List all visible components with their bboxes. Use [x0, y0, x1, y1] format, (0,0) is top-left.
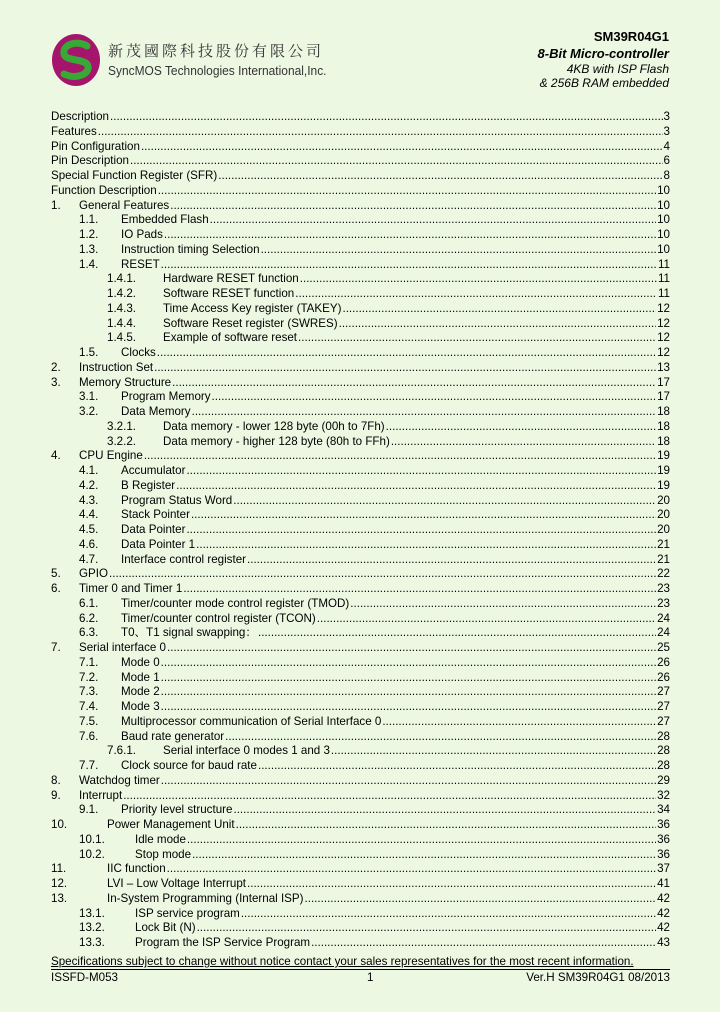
toc-entry-title: Clocks: [121, 346, 156, 359]
toc-entry-number: 7.3.: [79, 685, 99, 699]
toc-entry-title: B Register: [121, 478, 176, 492]
toc-entry-page: 26: [657, 655, 670, 669]
toc-dot-leader: [339, 317, 656, 332]
toc-dot-leader: [197, 921, 657, 936]
toc-dot-leader: [157, 346, 656, 361]
toc-entry-title: In-System Programming (Internal ISP): [107, 891, 304, 905]
toc-entry-title: Data Memory: [121, 405, 191, 418]
toc-entry[interactable]: [51, 715, 670, 730]
toc-entry-page: 11: [657, 272, 670, 286]
toc-entry[interactable]: [51, 154, 670, 169]
toc-entry-title: Description: [51, 110, 109, 123]
toc-entry-number: 1.4.4.: [107, 316, 137, 330]
toc-dot-leader: [98, 125, 663, 140]
toc-entry[interactable]: [51, 508, 670, 523]
toc-entry-page: 19: [657, 464, 670, 477]
toc-entry-title: Pin Configuration: [51, 139, 140, 153]
toc-dot-leader: [258, 626, 656, 641]
toc-entry-number: 1.: [51, 198, 61, 212]
toc-entry-page: 36: [657, 818, 670, 831]
toc-entry-title: Special Function Register (SFR): [51, 169, 218, 182]
toc-dot-leader: [218, 169, 662, 184]
toc-entry-number: 8.: [51, 773, 61, 787]
toc-dot-leader: [161, 671, 656, 686]
toc-entry[interactable]: [51, 597, 670, 612]
toc-entry-page: 19: [657, 449, 670, 463]
toc-entry-title: RESET: [121, 257, 160, 271]
toc-dot-leader: [172, 376, 656, 391]
toc-entry-title: Features: [51, 124, 97, 138]
document-id: ISSFD-M053: [51, 971, 119, 984]
toc-entry[interactable]: [51, 140, 670, 155]
toc-entry-title: Timer 0 and Timer 1: [79, 582, 183, 595]
toc-entry-page: 37: [657, 862, 670, 876]
toc-entry-number: 6.1.: [79, 596, 99, 610]
toc-entry[interactable]: [51, 685, 670, 700]
toc-entry[interactable]: [51, 862, 670, 877]
toc-entry-number: 7.5.: [79, 714, 99, 728]
toc-entry-number: 3.: [51, 375, 61, 389]
toc-dot-leader: [295, 287, 657, 302]
toc-entry-page: 11: [657, 287, 670, 300]
toc-dot-leader: [300, 272, 657, 287]
toc-entry-page: 25: [657, 641, 670, 654]
toc-entry-title: Data Pointer: [121, 523, 186, 536]
toc-dot-leader: [187, 833, 656, 848]
toc-entry-page: 26: [657, 670, 670, 684]
toc-entry-title: Priority level structure: [121, 803, 233, 817]
toc-entry-number: 4.1.: [79, 464, 99, 477]
toc-entry[interactable]: [51, 494, 670, 509]
toc-entry-page: 10: [657, 228, 670, 241]
toc-entry-number: 1.3.: [79, 242, 99, 256]
toc-entry-page: 12: [657, 316, 670, 330]
toc-entry-page: 12: [657, 301, 670, 315]
model-number: SM39R04G1: [593, 29, 669, 44]
toc-entry-page: 20: [657, 508, 670, 522]
toc-entry-page: 34: [657, 803, 670, 817]
toc-entry-title: Stop mode: [135, 847, 192, 861]
toc-entry-number: 6.3.: [79, 626, 99, 640]
toc-entry-page: 23: [657, 596, 670, 610]
toc-entry-title: Power Management Unit: [107, 818, 235, 831]
toc-dot-leader: [164, 228, 656, 243]
toc-entry-number: 1.4.3.: [107, 301, 137, 315]
toc-entry-number: 5.: [51, 567, 61, 581]
toc-dot-leader: [186, 523, 656, 538]
toc-dot-leader: [311, 936, 656, 951]
toc-entry-title: Hardware RESET function: [163, 272, 299, 286]
toc-entry-title: Interrupt: [79, 788, 123, 802]
toc-entry[interactable]: [51, 376, 670, 391]
toc-dot-leader: [382, 715, 656, 730]
toc-entry-page: 17: [657, 375, 670, 389]
toc-entry-number: 7.6.1.: [107, 744, 137, 758]
toc-entry-title: Serial interface 0: [79, 641, 166, 654]
toc-entry[interactable]: [51, 803, 670, 818]
flash-spec: 4KB with ISP Flash: [566, 62, 669, 76]
toc-entry-page: 20: [657, 523, 670, 536]
toc-dot-leader: [161, 656, 656, 671]
toc-entry-number: 6.2.: [79, 611, 99, 625]
toc-entry-page: 21: [657, 552, 670, 566]
toc-entry[interactable]: [51, 656, 670, 671]
toc-entry[interactable]: [51, 287, 670, 302]
toc-entry-title: Data Pointer 1: [121, 537, 196, 551]
toc-entry[interactable]: [51, 317, 670, 332]
toc-entry-number: 3.1.: [79, 390, 99, 404]
toc-entry-page: 29: [657, 773, 670, 787]
toc-entry-number: 4.: [51, 449, 61, 463]
toc-dot-leader: [110, 110, 663, 125]
toc-entry[interactable]: [51, 213, 670, 228]
toc-entry-page: 28: [657, 759, 670, 772]
toc-entry[interactable]: [51, 420, 670, 435]
toc-entry[interactable]: [51, 184, 670, 199]
toc-entry-page: 10: [657, 242, 670, 256]
toc-entry[interactable]: [51, 272, 670, 287]
toc-entry-page: 36: [657, 847, 670, 861]
toc-dot-leader: [241, 907, 656, 922]
toc-entry-number: 7.: [51, 641, 61, 654]
toc-entry-title: Program Memory: [121, 390, 211, 404]
toc-entry-number: 3.2.2.: [107, 434, 137, 448]
toc-dot-leader: [298, 331, 656, 346]
toc-entry-page: 12: [657, 346, 670, 359]
toc-entry-page: 18: [657, 434, 670, 448]
toc-dot-leader: [130, 154, 663, 169]
toc-entry-page: 20: [657, 493, 670, 507]
toc-entry-title: General Features: [79, 198, 170, 212]
toc-entry[interactable]: [51, 730, 670, 745]
toc-entry[interactable]: [51, 774, 670, 789]
toc-dot-leader: [141, 140, 663, 155]
toc-entry[interactable]: [51, 346, 670, 361]
toc-entry-title: Serial interface 0 modes 1 and 3: [163, 744, 330, 758]
toc-dot-leader: [170, 199, 656, 214]
toc-dot-leader: [391, 435, 656, 450]
toc-entry[interactable]: [51, 907, 670, 922]
toc-entry-number: 1.2.: [79, 228, 99, 241]
toc-dot-leader: [176, 479, 656, 494]
toc-entry-number: 3.2.1.: [107, 419, 137, 433]
company-name-english: SyncMOS Technologies International,Inc.: [108, 63, 327, 78]
toc-dot-leader: [186, 464, 656, 479]
toc-entry-page: 27: [657, 700, 670, 713]
toc-entry-number: 7.2.: [79, 670, 99, 684]
toc-dot-leader: [210, 213, 656, 228]
toc-entry[interactable]: [51, 848, 670, 863]
toc-entry-title: Baud rate generator: [121, 729, 225, 743]
toc-entry-number: 1.4.1.: [107, 272, 137, 286]
toc-dot-leader: [161, 774, 656, 789]
toc-entry-number: 13.1.: [79, 906, 105, 920]
toc-entry-number: 1.5.: [79, 346, 99, 359]
toc-entry-number: 4.7.: [79, 552, 99, 566]
toc-entry[interactable]: [51, 789, 670, 804]
toc-entry[interactable]: [51, 626, 670, 641]
toc-entry-number: 9.1.: [79, 803, 99, 817]
product-subtitle: 8-Bit Micro-controller: [537, 46, 669, 61]
toc-entry-title: Lock Bit (N): [135, 921, 196, 935]
toc-entry-number: 4.4.: [79, 508, 99, 522]
toc-entry-number: 4.5.: [79, 523, 99, 536]
toc-entry-title: Pin Description: [51, 154, 129, 168]
toc-entry-number: 4.6.: [79, 537, 99, 551]
toc-entry-page: 28: [657, 729, 670, 743]
toc-entry-page: 11: [657, 257, 670, 271]
toc-dot-leader: [350, 597, 656, 612]
toc-entry-number: 2.: [51, 360, 61, 374]
toc-entry-number: 4.2.: [79, 478, 99, 492]
toc-entry-title: Instruction timing Selection: [121, 242, 260, 256]
toc-entry[interactable]: [51, 110, 670, 125]
toc-entry-page: 10: [657, 213, 670, 227]
toc-entry[interactable]: [51, 921, 670, 936]
toc-dot-leader: [342, 302, 656, 317]
toc-entry-number: 13.: [51, 891, 68, 905]
toc-dot-leader: [233, 803, 656, 818]
toc-dot-leader: [196, 538, 656, 553]
toc-entry[interactable]: [51, 641, 670, 656]
toc-entry-number: 3.2.: [79, 405, 99, 418]
toc-entry-number: 1.4.: [79, 257, 99, 271]
toc-entry-title: Software RESET function: [163, 287, 295, 300]
toc-entry-number: 13.3.: [79, 936, 105, 949]
toc-entry-title: T0、T1 signal swapping：: [121, 626, 257, 640]
toc-dot-leader: [109, 567, 656, 582]
toc-dot-leader: [161, 700, 656, 715]
toc-dot-leader: [161, 685, 656, 700]
toc-entry-page: 18: [657, 419, 670, 433]
toc-dot-leader: [317, 612, 656, 627]
toc-entry-number: 7.1.: [79, 655, 99, 669]
toc-entry-page: 36: [657, 832, 670, 846]
toc-entry-number: 12.: [51, 877, 68, 890]
toc-dot-leader: [167, 641, 656, 656]
toc-entry[interactable]: [51, 361, 670, 376]
toc-entry[interactable]: [51, 612, 670, 627]
toc-entry[interactable]: [51, 169, 670, 184]
toc-entry-number: 1.4.2.: [107, 287, 137, 300]
toc-entry[interactable]: [51, 582, 670, 597]
toc-entry[interactable]: [51, 818, 670, 833]
ram-spec: & 256B RAM embedded: [539, 76, 669, 90]
toc-entry-page: 24: [657, 611, 670, 625]
toc-entry-page: 27: [657, 685, 670, 699]
toc-dot-leader: [192, 405, 657, 420]
toc-dot-leader: [123, 789, 656, 804]
toc-dot-leader: [386, 420, 656, 435]
page-number: 1: [367, 971, 374, 984]
toc-entry-title: Clock source for baud rate: [121, 759, 257, 772]
toc-entry[interactable]: [51, 700, 670, 715]
toc-entry[interactable]: [51, 302, 670, 317]
toc-entry[interactable]: [51, 553, 670, 568]
toc-entry-page: 4: [663, 139, 670, 153]
company-name-chinese: 新茂國際科技股份有限公司: [108, 42, 325, 60]
toc-dot-leader: [305, 892, 657, 907]
toc-entry[interactable]: [51, 523, 670, 538]
toc-entry-page: 42: [657, 891, 670, 905]
toc-entry-page: 19: [657, 478, 670, 492]
toc-entry-title: Interface control register: [121, 552, 247, 566]
toc-dot-leader: [191, 508, 656, 523]
toc-entry[interactable]: [51, 435, 670, 450]
toc-entry[interactable]: [51, 936, 670, 951]
toc-entry-title: Idle mode: [135, 832, 186, 846]
toc-entry-page: 8: [663, 169, 670, 182]
toc-entry-page: 42: [657, 921, 670, 935]
toc-entry-title: Stack Pointer: [121, 508, 190, 522]
toc-entry-title: Mode 2: [121, 685, 160, 699]
toc-entry-title: ISP service program: [135, 906, 240, 920]
toc-entry-title: Function Description: [51, 183, 157, 197]
toc-entry[interactable]: [51, 331, 670, 346]
toc-entry-page: 13: [657, 360, 670, 374]
toc-entry-title: Multiprocessor communication of Serial Interface 0: [121, 714, 382, 728]
toc-dot-leader: [212, 390, 657, 405]
toc-dot-leader: [192, 848, 656, 863]
toc-entry-number: 13.2.: [79, 921, 105, 935]
table-of-contents: [51, 110, 670, 951]
toc-entry[interactable]: [51, 892, 670, 907]
page-header: [0, 0, 720, 100]
toc-entry-number: 1.4.5.: [107, 331, 137, 345]
toc-entry[interactable]: [51, 759, 670, 774]
toc-dot-leader: [331, 744, 656, 759]
toc-entry-page: 17: [657, 390, 670, 404]
toc-entry[interactable]: [51, 449, 670, 464]
product-header: [538, 29, 669, 90]
toc-entry[interactable]: [51, 744, 670, 759]
toc-entry-number: 9.: [51, 788, 61, 802]
toc-entry-page: 32: [657, 788, 670, 802]
toc-entry[interactable]: [51, 479, 670, 494]
toc-entry[interactable]: [51, 228, 670, 243]
toc-entry-title: Time Access Key register (TAKEY): [163, 301, 342, 315]
toc-entry-title: GPIO: [79, 567, 108, 581]
toc-entry-number: 11.: [51, 862, 67, 876]
toc-entry-page: 18: [657, 405, 670, 418]
toc-entry[interactable]: [51, 671, 670, 686]
toc-entry-page: 43: [657, 936, 670, 949]
toc-entry-title: Accumulator: [121, 464, 186, 477]
toc-entry-page: 42: [657, 906, 670, 920]
toc-entry-page: 24: [657, 626, 670, 640]
toc-entry[interactable]: [51, 405, 670, 420]
toc-entry-page: 27: [657, 714, 670, 728]
toc-dot-leader: [247, 877, 656, 892]
toc-entry-page: 28: [657, 744, 670, 758]
syncmos-logo: [50, 32, 102, 88]
toc-dot-leader: [167, 862, 656, 877]
version-info: Ver.H SM39R04G1 08/2013: [526, 971, 670, 984]
toc-entry-title: Timer/counter mode control register (TMOD): [121, 596, 350, 610]
toc-entry-page: 22: [657, 567, 670, 581]
toc-entry-number: 10.1.: [79, 832, 105, 846]
toc-entry-number: 7.4.: [79, 700, 99, 713]
toc-dot-leader: [154, 361, 656, 376]
toc-dot-leader: [225, 730, 656, 745]
toc-entry-number: 7.7.: [79, 759, 99, 772]
toc-entry-title: IO Pads: [121, 228, 163, 241]
toc-entry-page: 12: [657, 331, 670, 345]
toc-entry-title: Data memory - higher 128 byte (80h to FFh): [163, 434, 390, 448]
toc-entry-page: 10: [657, 198, 670, 212]
toc-entry-number: 6.: [51, 582, 61, 595]
toc-entry[interactable]: [51, 538, 670, 553]
toc-dot-leader: [247, 553, 656, 568]
toc-dot-leader: [183, 582, 656, 597]
toc-entry-title: Program Status Word: [121, 493, 233, 507]
toc-entry-title: Mode 1: [121, 670, 160, 684]
toc-dot-leader: [158, 184, 656, 199]
toc-dot-leader: [258, 759, 656, 774]
toc-entry-number: 10.2.: [79, 847, 105, 861]
toc-entry-title: IIC function: [107, 862, 166, 876]
toc-entry[interactable]: [51, 125, 670, 140]
toc-entry[interactable]: [51, 567, 670, 582]
toc-entry-page: 3: [663, 110, 670, 123]
toc-entry[interactable]: [51, 464, 670, 479]
toc-entry-page: 41: [657, 877, 670, 890]
toc-entry[interactable]: [51, 258, 670, 273]
toc-entry-title: Instruction Set: [79, 360, 154, 374]
toc-entry[interactable]: [51, 199, 670, 214]
toc-entry-page: 23: [657, 582, 670, 595]
toc-entry-title: LVI – Low Voltage Interrupt: [107, 877, 246, 890]
toc-entry-number: 10.: [51, 818, 68, 831]
toc-entry-title: Watchdog timer: [79, 773, 160, 787]
toc-entry-title: Memory Structure: [79, 375, 172, 389]
toc-entry-page: 21: [657, 537, 670, 551]
toc-entry-page: 3: [663, 124, 670, 138]
toc-entry[interactable]: [51, 243, 670, 258]
toc-entry[interactable]: [51, 877, 670, 892]
toc-entry[interactable]: [51, 390, 670, 405]
toc-entry-title: Data memory - lower 128 byte (00h to 7Fh): [163, 419, 385, 433]
toc-dot-leader: [236, 818, 657, 833]
toc-dot-leader: [161, 258, 657, 273]
toc-dot-leader: [233, 494, 656, 509]
footer-bar: [51, 969, 670, 986]
toc-entry-number: 7.6.: [79, 729, 99, 743]
toc-entry-number: 4.3.: [79, 493, 99, 507]
toc-entry[interactable]: [51, 833, 670, 848]
toc-entry-title: Software Reset register (SWRES): [163, 316, 338, 330]
footer-notice: Specifications subject to change without notice contact your sales representatives for the most recent information.: [51, 955, 634, 968]
toc-entry-title: Embedded Flash: [121, 213, 209, 227]
toc-entry-title: Mode 0: [121, 655, 160, 669]
toc-entry-title: Example of software reset: [163, 331, 298, 345]
toc-entry-title: Timer/counter control register (TCON): [121, 611, 316, 625]
toc-entry-title: Mode 3: [121, 700, 160, 713]
toc-entry-page: 6: [663, 154, 670, 168]
toc-entry-title: Program the ISP Service Program: [135, 936, 311, 949]
toc-entry-page: 10: [657, 183, 670, 197]
toc-dot-leader: [261, 243, 657, 258]
toc-entry-number: 1.1.: [79, 213, 99, 227]
toc-dot-leader: [144, 449, 656, 464]
toc-entry-title: CPU Engine: [79, 449, 143, 463]
